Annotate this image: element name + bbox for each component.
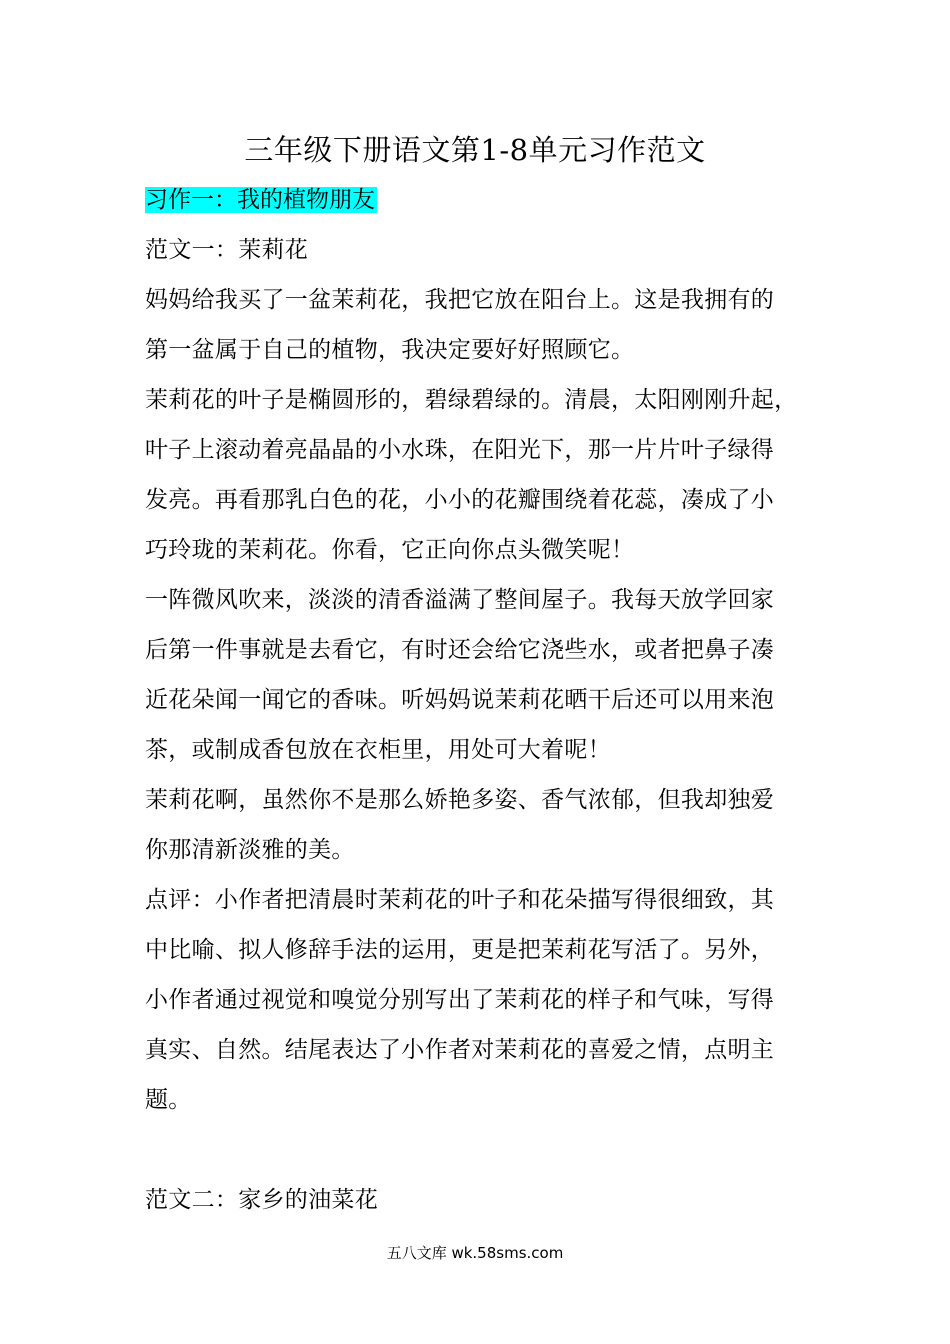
page-footer: 五八文库 wk.58sms.com xyxy=(386,1244,564,1262)
paragraph-line: 茉莉花的叶子是椭圆形的，碧绿碧绿的。清晨，太阳刚刚升起， xyxy=(145,387,798,413)
paragraph-line: 妈妈给我买了一盆茉莉花，我把它放在阳台上。这是我拥有的 xyxy=(145,287,775,313)
paragraph-line: 茉莉花啊，虽然你不是那么娇艳多姿、香气浓郁，但我却独爱 xyxy=(145,787,775,813)
paragraph-line: 近花朵闻一闻它的香味。听妈妈说茉莉花晒干后还可以用来泡 xyxy=(145,687,775,713)
essay-body xyxy=(145,225,810,1225)
comment-line: 小作者通过视觉和嗅觉分别写出了茉莉花的样子和气味，写得 xyxy=(145,987,775,1013)
paragraph-line: 叶子上滚动着亮晶晶的小水珠，在阳光下，那一片片叶子绿得 xyxy=(145,437,775,463)
paragraph-line: 后第一件事就是去看它，有时还会给它浇些水，或者把鼻子凑 xyxy=(145,637,775,663)
paragraph-line: 茶，或制成香包放在衣柜里，用处可大着呢！ xyxy=(145,737,611,763)
paragraph-line: 第一盆属于自己的植物，我决定要好好照顾它。 xyxy=(145,337,635,363)
essay-subtitle-1: 范文一：茉莉花 xyxy=(145,237,309,263)
blank-line xyxy=(145,1125,810,1175)
document-title: 三年级下册语文第1-8单元习作范文 xyxy=(244,133,706,167)
comment-line: 真实、自然。结尾表达了小作者对茉莉花的喜爱之情，点明主 xyxy=(145,1037,775,1063)
paragraph-line: 你那清新淡雅的美。 xyxy=(145,837,355,863)
section-heading xyxy=(145,183,377,217)
paragraph-line: 一阵微风吹来，淡淡的清香溢满了整间屋子。我每天放学回家 xyxy=(145,587,775,613)
comment-line: 点评：小作者把清晨时茉莉花的叶子和花朵描写得很细致，其 xyxy=(145,887,775,913)
paragraph-line: 发亮。再看那乳白色的花，小小的花瓣围绕着花蕊，凑成了小 xyxy=(145,487,775,513)
essay-subtitle-2: 范文二：家乡的油菜花 xyxy=(145,1187,378,1213)
paragraph-line: 巧玲珑的茉莉花。你看，它正向你点头微笑呢！ xyxy=(145,537,635,563)
comment-line: 中比喻、拟人修辞手法的运用，更是把茉莉花写活了。另外， xyxy=(145,937,775,963)
highlighted-heading-text: 习作一：我的植物朋友 xyxy=(145,187,375,213)
comment-line: 题。 xyxy=(145,1087,192,1113)
